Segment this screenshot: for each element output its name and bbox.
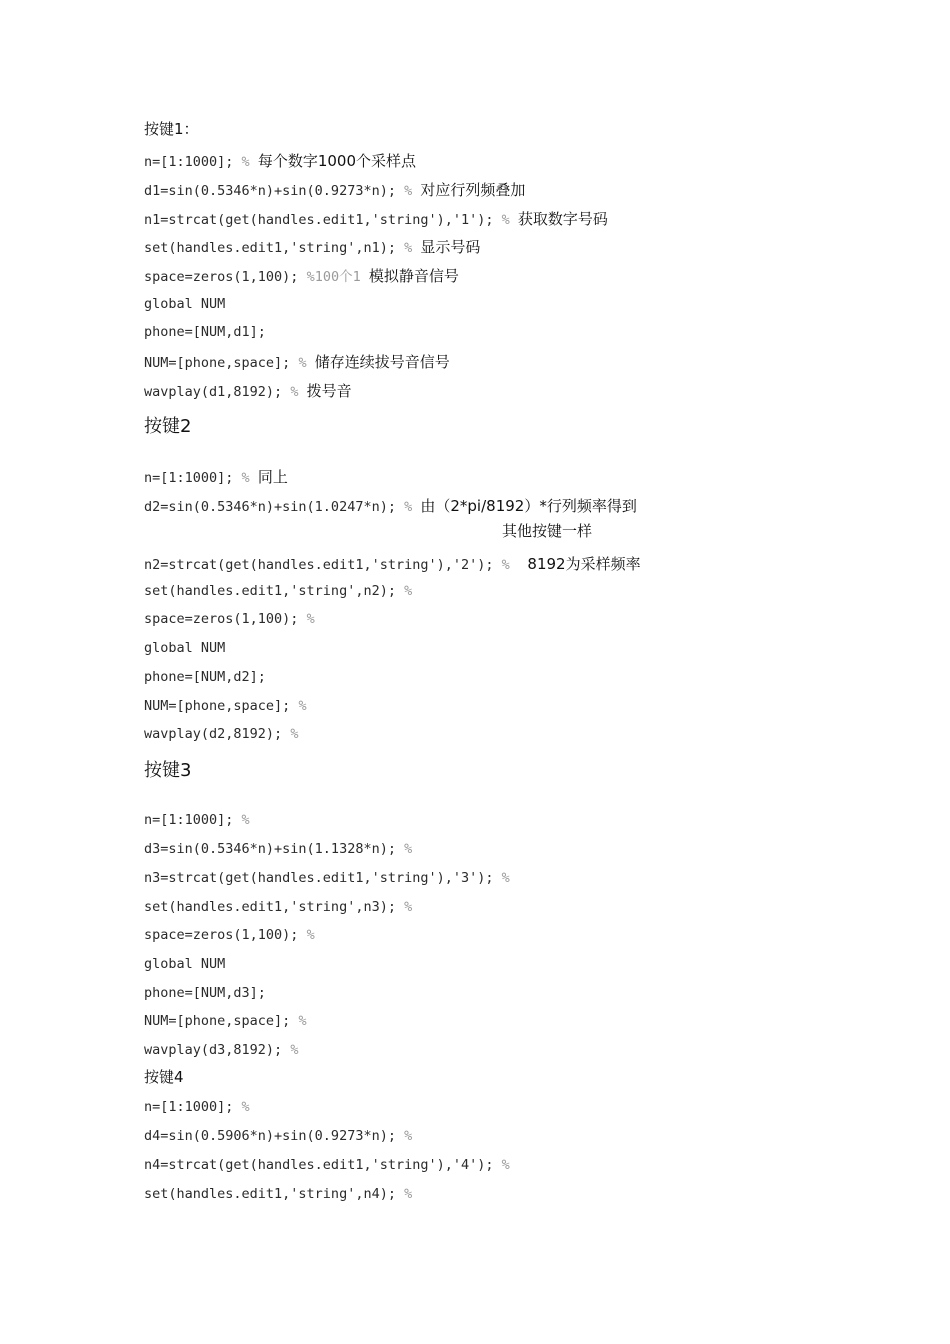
comment-marker: % [501,870,510,886]
code-text: n=[1:1000]; [144,470,242,486]
comment-marker: % [501,557,518,573]
code-line [144,497,637,516]
code-line [144,697,307,715]
comment-text: 同上 [257,468,288,486]
code-line [144,1041,298,1059]
code-line [144,238,480,257]
code-line [144,555,641,574]
code-line [144,1156,510,1174]
code-line [144,898,412,916]
code-line [144,926,315,944]
code-line [144,610,315,628]
comment-text: 显示号码 [420,238,481,256]
code-line [144,1127,412,1145]
code-text: d1=sin(0.5346*n)+sin(0.9273*n); [144,183,405,199]
code-text: NUM=[phone,space]; [144,355,299,371]
comment-marker: % [298,1013,307,1029]
code-text: phone=[NUM,d3]; [144,985,266,1001]
comment-text: 8192为采样频率 [517,555,641,573]
code-text: wavplay(d2,8192); [144,726,291,742]
comment-marker: % [404,899,413,915]
code-text: phone=[NUM,d1]; [144,324,266,340]
code-text: n1=strcat(get(handles.edit1,'string'),'1'); [144,212,502,228]
code-line [144,295,225,313]
code-line [144,353,450,372]
comment-marker: % [404,1128,413,1144]
comment-text: 由（2*pi/8192）*行列频率得到 [420,497,637,515]
code-text: d3=sin(0.5346*n)+sin(1.1328*n); [144,841,405,857]
heading-key-2: 按键2 [144,416,192,437]
comment-marker: % [241,812,250,828]
code-line [144,468,288,487]
code-text: space=zeros(1,100); [144,269,307,285]
code-line [144,1098,250,1116]
comment-marker: % [290,726,299,742]
code-text: wavplay(d1,8192); [144,384,291,400]
comment-marker: % [241,154,258,170]
code-text: NUM=[phone,space]; [144,698,299,714]
comment-marker: % [306,927,315,943]
comment-marker: % [306,611,315,627]
code-line [144,152,416,171]
code-text: global NUM [144,296,226,312]
code-line [144,639,225,657]
comment-marker: % [404,183,421,199]
code-line [144,869,510,887]
code-line [144,181,525,200]
comment-marker: % [501,1157,510,1173]
code-text: d2=sin(0.5346*n)+sin(1.0247*n); [144,499,405,515]
comment-marker: % [404,499,421,515]
comment-text: 每个数字1000个采样点 [257,152,416,170]
comment-text: 对应行列频叠加 [420,181,526,199]
comment-marker: % [298,698,307,714]
code-text: n=[1:1000]; [144,812,242,828]
comment-marker: % [404,1186,413,1202]
code-text: space=zeros(1,100); [144,611,307,627]
heading-key-1: 按键1： [144,120,199,138]
comment-marker: % [290,384,307,400]
comment-marker: %100个1 [306,269,369,285]
code-line [144,811,250,829]
code-line [144,582,412,600]
code-text: wavplay(d3,8192); [144,1042,291,1058]
comment-marker: % [241,1099,250,1115]
code-text: d4=sin(0.5906*n)+sin(0.9273*n); [144,1128,405,1144]
code-text: n3=strcat(get(handles.edit1,'string'),'3'); [144,870,502,886]
code-text: NUM=[phone,space]; [144,1013,299,1029]
comment-marker: % [404,583,413,599]
comment-text: 储存连续拔号音信号 [314,353,450,371]
code-text: set(handles.edit1,'string',n2); [144,583,405,599]
comment-marker: % [501,212,518,228]
code-line [144,210,608,229]
comment-text: 获取数字号码 [517,210,608,228]
code-line [144,1012,307,1030]
code-text: phone=[NUM,d2]; [144,669,266,685]
code-line [144,668,266,686]
comment-text: 模拟静音信号 [368,267,459,285]
code-line [144,955,225,973]
comment-marker: % [290,1042,299,1058]
code-text: n4=strcat(get(handles.edit1,'string'),'4'); [144,1157,502,1173]
code-text: n=[1:1000]; [144,1099,242,1115]
code-line [144,382,352,401]
code-text: set(handles.edit1,'string',n4); [144,1186,405,1202]
code-text: set(handles.edit1,'string',n1); [144,240,405,256]
code-text: n2=strcat(get(handles.edit1,'string'),'2'); [144,557,502,573]
comment-marker: % [298,355,315,371]
code-text: space=zeros(1,100); [144,927,307,943]
heading-key-3: 按键3 [144,760,192,781]
code-text: global NUM [144,640,226,656]
heading-key-4: 按键4 [144,1068,184,1086]
comment-continuation: 其他按键一样 [502,522,593,540]
code-line [144,840,412,858]
code-text: n=[1:1000]; [144,154,242,170]
comment-marker: % [404,240,421,256]
code-text: global NUM [144,956,226,972]
code-line [144,323,266,341]
code-line [144,984,266,1002]
comment-marker: % [404,841,413,857]
code-text: set(handles.edit1,'string',n3); [144,899,405,915]
code-line [144,1185,412,1203]
comment-marker: % [241,470,258,486]
code-line [144,267,459,286]
comment-text: 拨号音 [306,382,352,400]
code-line [144,725,298,743]
